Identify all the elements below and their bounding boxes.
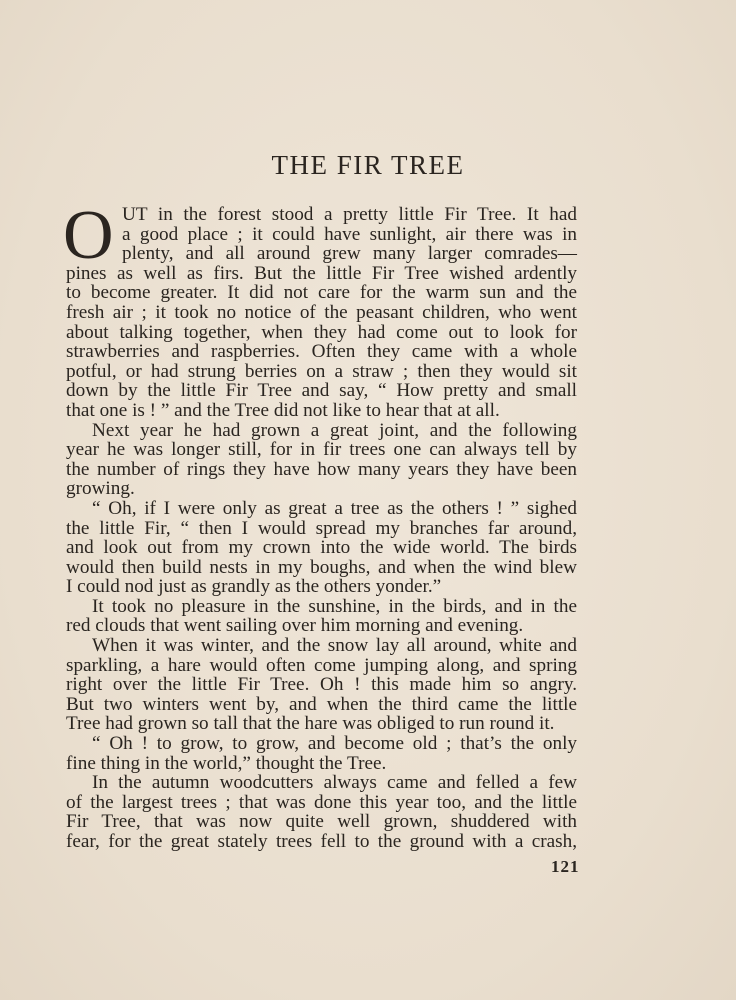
text-line: a good place ; it could have sunlight, air there was in [122,223,577,245]
text-line: the little Fir, “ then I would spread my branches far around, [66,517,577,539]
text-line: “ Oh ! to grow, to grow, and become old ; that’s the only [92,733,577,755]
text-line: Fir Tree, that was now quite well grown, shuddered with [66,811,577,833]
text-line: Next year he had grown a great joint, and the following [92,419,577,441]
text-line: Tree had grown so tall that the hare was obliged to run round it. [66,713,555,735]
text-line: fresh air ; it took no notice of the peasant children, who went [66,301,577,323]
text-line: sparkling, a hare would often come jumping along, and spring [66,654,577,676]
text-line: the number of rings they have how many years they have been [66,458,577,480]
text-line: plenty, and all around grew many larger comrades— [122,243,577,265]
text-line: It took no pleasure in the sunshine, in the birds, and in the [92,595,577,617]
chapter-title: THE FIR TREE [271,150,465,180]
body-text [63,197,577,852]
text-line: would then build nests in my boughs, and when the wind blew [66,556,577,578]
text-line: I could nod just as grandly as the others yonder.” [66,576,442,598]
text-line: growing. [66,478,135,500]
drop-cap: O [63,197,114,274]
text-line: strawberries and raspberries. Often they came with a whole [66,341,577,363]
text-line: When it was winter, and the snow lay all around, white and [92,635,577,657]
text-line: year he was longer still, for in fir trees one can always tell by [66,439,577,461]
text-line: that one is ! ” and the Tree did not like to hear that at all. [66,399,500,421]
text-line: down by the little Fir Tree and say, “ How pretty and small [66,380,577,402]
text-line: fear, for the great stately trees fell to the ground with a crash, [66,831,577,852]
text-line: UT in the forest stood a pretty little Fir Tree. It had [122,204,577,225]
text-line: pines as well as firs. But the little Fir Tree wished ardently [66,262,577,284]
text-line: fine thing in the world,” thought the Tree. [66,752,387,774]
text-line: about talking together, when they had come out to look for [66,321,577,343]
text-line: potful, or had strung berries on a straw ; then they would sit [66,360,577,382]
text-line: In the autumn woodcutters always came and felled a few [92,772,577,794]
text-line: right over the little Fir Tree. Oh ! this made him so angry. [66,674,577,696]
text-line: of the largest trees ; that was done this year too, and the little [66,791,577,813]
text-line: But two winters went by, and when the third came the little [66,693,577,715]
page-number: 121 [551,857,580,876]
text-line: “ Oh, if I were only as great a tree as the others ! ” sighed [92,497,577,519]
text-line: red clouds that went sailing over him morning and evening. [66,615,524,637]
text-line: to become greater. It did not care for the warm sun and the [66,282,577,304]
text-line: and look out from my crown into the wide world. The birds [66,537,577,559]
